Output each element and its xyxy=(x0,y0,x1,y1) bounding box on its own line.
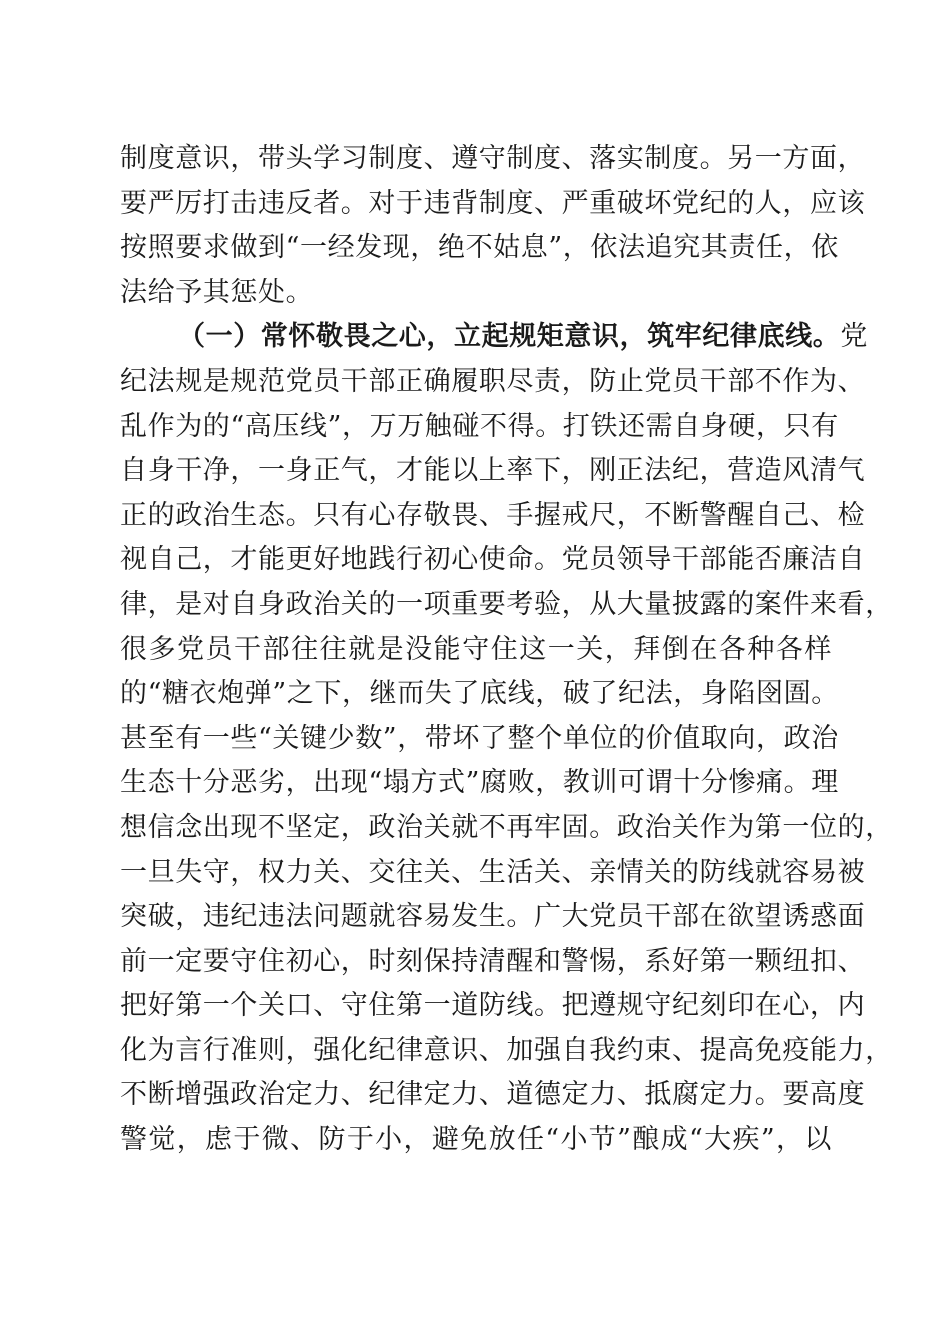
text-line: 不断增强政治定力、纪律定力、道德定力、抵腐定力。要高度 xyxy=(120,1079,866,1111)
text-line: 要严厉打击违反者。对于违背制度、严重破坏党纪的人，应该 xyxy=(120,187,866,219)
text-line: 一旦失守，权力关、交往关、生活关、亲情关的防线就容易被 xyxy=(120,856,866,888)
text-line: 想信念出现不坚定，政治关就不再牢固。政治关作为第一位的， xyxy=(120,811,893,843)
paragraph-1 xyxy=(120,137,866,315)
text-line: 突破，违纪违法问题就容易发生。广大党员干部在欲望诱惑面 xyxy=(120,901,866,933)
text-line: 前一定要守住初心，时刻保持清醒和警惕，系好第一颗纽扣、 xyxy=(120,945,866,977)
text-line: 自身干净，一身正气，才能以上率下，刚正法纪，营造风清气 xyxy=(120,455,866,487)
text-line: 按照要求做到“一经发现，绝不姑息”，依法追究其责任，依 xyxy=(120,232,839,264)
text-line: 的“糖衣炮弹”之下，继而失了底线，破了纪法，身陷囹圄。 xyxy=(120,678,839,710)
text-line: 制度意识，带头学习制度、遵守制度、落实制度。另一方面， xyxy=(120,143,866,174)
text-fragment: 党 xyxy=(840,321,869,353)
paragraph-2 xyxy=(120,315,893,1162)
text-line: 警觉，虑于微、防于小，避免放任“小节”酿成“大疾”，以 xyxy=(120,1124,832,1156)
text-line: 化为言行准则，强化纪律意识、加强自我约束、提高免疫能力， xyxy=(120,1034,893,1066)
section-heading: （一）常怀敬畏之心，立起规矩意识，筑牢纪律底线。 xyxy=(178,321,841,353)
text-line: 正的政治生态。只有心存敬畏、手握戒尺，不断警醒自己、检 xyxy=(120,499,866,531)
text-line: 很多党员干部往往就是没能守住这一关，拜倒在各种各样 xyxy=(120,633,832,665)
text-line: 生态十分恶劣，出现“塌方式”腐败，教训可谓十分惨痛。理 xyxy=(120,767,839,799)
text-line: 视自己，才能更好地践行初心使命。党员领导干部能否廉洁自 xyxy=(120,544,866,576)
document-body xyxy=(120,137,893,1163)
text-line: 乱作为的“高压线”，万万触碰不得。打铁还需自身硬，只有 xyxy=(120,410,839,442)
text-line: 法给予其惩处。 xyxy=(120,276,314,308)
text-line: 把好第一个关口、守住第一道防线。把遵规守纪刻印在心，内 xyxy=(120,990,866,1022)
text-line: 律，是对自身政治关的一项重要考验，从大量披露的案件来看， xyxy=(120,588,893,620)
text-line: 纪法规是规范党员干部正确履职尽责，防止党员干部不作为、 xyxy=(120,365,866,397)
paragraph-2-first-line xyxy=(120,315,869,360)
text-line: 甚至有一些“关键少数”，带坏了整个单位的价值取向，政治 xyxy=(120,722,839,754)
